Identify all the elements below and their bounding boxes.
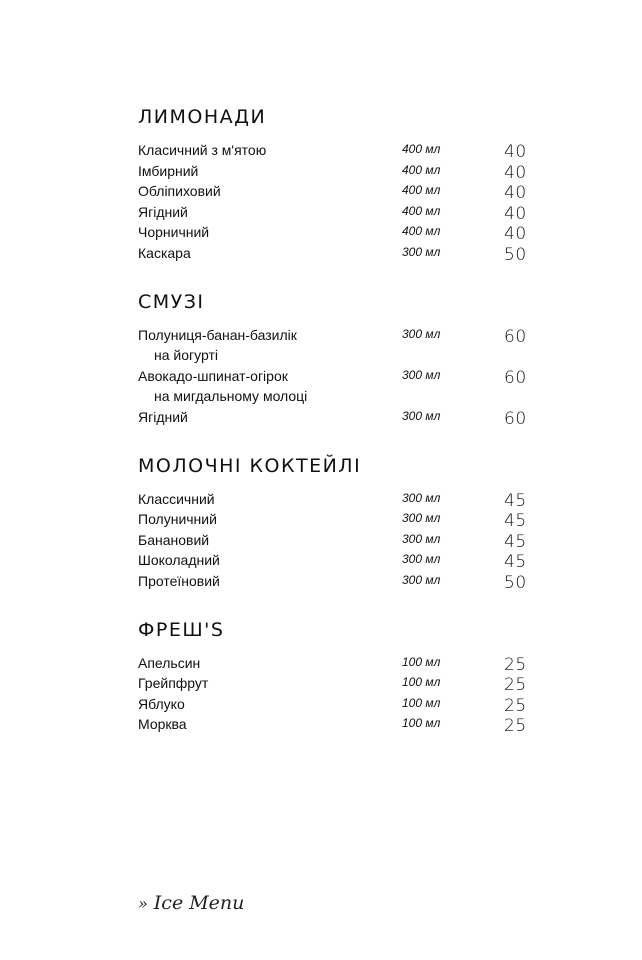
item-name: Протеїновий	[138, 572, 220, 589]
section-title: ЛИМОНАДИ	[138, 106, 267, 128]
item-price: 60	[504, 367, 527, 388]
section-title: ФРЕШ'S	[138, 618, 225, 641]
item-name: Банановий	[138, 531, 210, 548]
item-volume: 400 мл	[402, 203, 441, 218]
menu	[138, 104, 538, 760]
section-lemonades	[138, 104, 538, 264]
item-volume: 300 мл	[402, 490, 441, 505]
menu-item	[138, 571, 538, 592]
menu-item	[138, 550, 538, 571]
menu-item	[138, 489, 538, 510]
item-name: Імбирний	[138, 162, 199, 179]
menu-item	[138, 694, 538, 715]
section-smoothies	[138, 289, 538, 428]
item-name: Чорничний	[138, 224, 210, 241]
item-name: Ягідний	[138, 203, 188, 220]
item-price: 25	[504, 675, 527, 696]
item-volume: 100 мл	[402, 716, 441, 731]
item-price: 40	[504, 224, 527, 245]
menu-item	[138, 407, 538, 428]
item-price: 50	[504, 572, 527, 593]
item-subtitle: на йогурті	[154, 347, 218, 364]
item-volume: 300 мл	[402, 326, 441, 341]
item-volume: 100 мл	[402, 695, 441, 710]
menu-item	[138, 243, 538, 264]
item-subtitle: на мигдальному молоці	[154, 388, 308, 405]
item-price: 40	[504, 203, 527, 224]
menu-item	[138, 325, 538, 366]
menu-item	[138, 366, 538, 407]
section-fresh	[138, 617, 538, 735]
item-name: Яблуко	[138, 695, 185, 712]
section-title: МОЛОЧНІ КОКТЕЙЛІ	[138, 454, 362, 477]
item-price: 40	[504, 162, 527, 183]
item-name: Полуничний	[138, 511, 217, 528]
item-name: Апельсин	[138, 654, 201, 671]
item-price: 50	[504, 244, 527, 265]
item-price: 60	[504, 408, 527, 429]
item-volume: 100 мл	[402, 654, 441, 669]
item-name: Грейпфрут	[138, 675, 209, 692]
item-name: Авокадо-шпинат-огірок	[138, 367, 288, 384]
section-milkshakes	[138, 453, 538, 592]
menu-item	[138, 202, 538, 223]
footer-ice-menu-link[interactable]	[138, 892, 244, 914]
item-price: 45	[504, 531, 527, 552]
item-volume: 400 мл	[402, 224, 441, 239]
item-price: 60	[504, 326, 527, 347]
menu-item	[138, 140, 538, 161]
section-title: СМУЗІ	[138, 290, 205, 313]
menu-item	[138, 653, 538, 674]
item-price: 40	[504, 142, 527, 162]
item-name: Каскара	[138, 244, 191, 261]
double-chevron-right-icon: »	[138, 894, 148, 913]
item-name: Обліпиховий	[138, 183, 221, 200]
menu-item	[138, 181, 538, 202]
menu-item	[138, 222, 538, 243]
item-volume: 300 мл	[402, 408, 441, 423]
item-volume: 300 мл	[402, 244, 441, 259]
item-price: 45	[504, 511, 527, 532]
item-price: 40	[504, 183, 527, 204]
menu-item	[138, 509, 538, 530]
item-name: Ягідний	[138, 408, 188, 425]
item-volume: 100 мл	[402, 675, 441, 690]
item-volume: 300 мл	[402, 511, 441, 526]
item-price: 45	[504, 552, 527, 573]
item-price: 25	[504, 716, 527, 737]
menu-item	[138, 673, 538, 694]
item-volume: 400 мл	[402, 142, 441, 156]
item-volume: 300 мл	[402, 367, 441, 382]
item-name: Классичний	[138, 490, 215, 507]
item-name: Класичний з м'ятою	[138, 142, 267, 158]
menu-item	[138, 714, 538, 735]
item-volume: 300 мл	[402, 531, 441, 546]
item-volume: 400 мл	[402, 162, 441, 177]
item-name: Полуниця-банан-базилік	[138, 326, 297, 343]
item-price: 25	[504, 654, 527, 675]
item-name: Морква	[138, 716, 187, 733]
item-volume: 400 мл	[402, 183, 441, 198]
item-price: 45	[504, 490, 527, 511]
menu-item	[138, 530, 538, 551]
footer-label: Ice Menu	[153, 892, 245, 914]
item-name: Шоколадний	[138, 552, 220, 569]
item-volume: 300 мл	[402, 572, 441, 587]
menu-item	[138, 161, 538, 182]
item-volume: 300 мл	[402, 552, 441, 567]
item-price: 25	[504, 695, 527, 716]
